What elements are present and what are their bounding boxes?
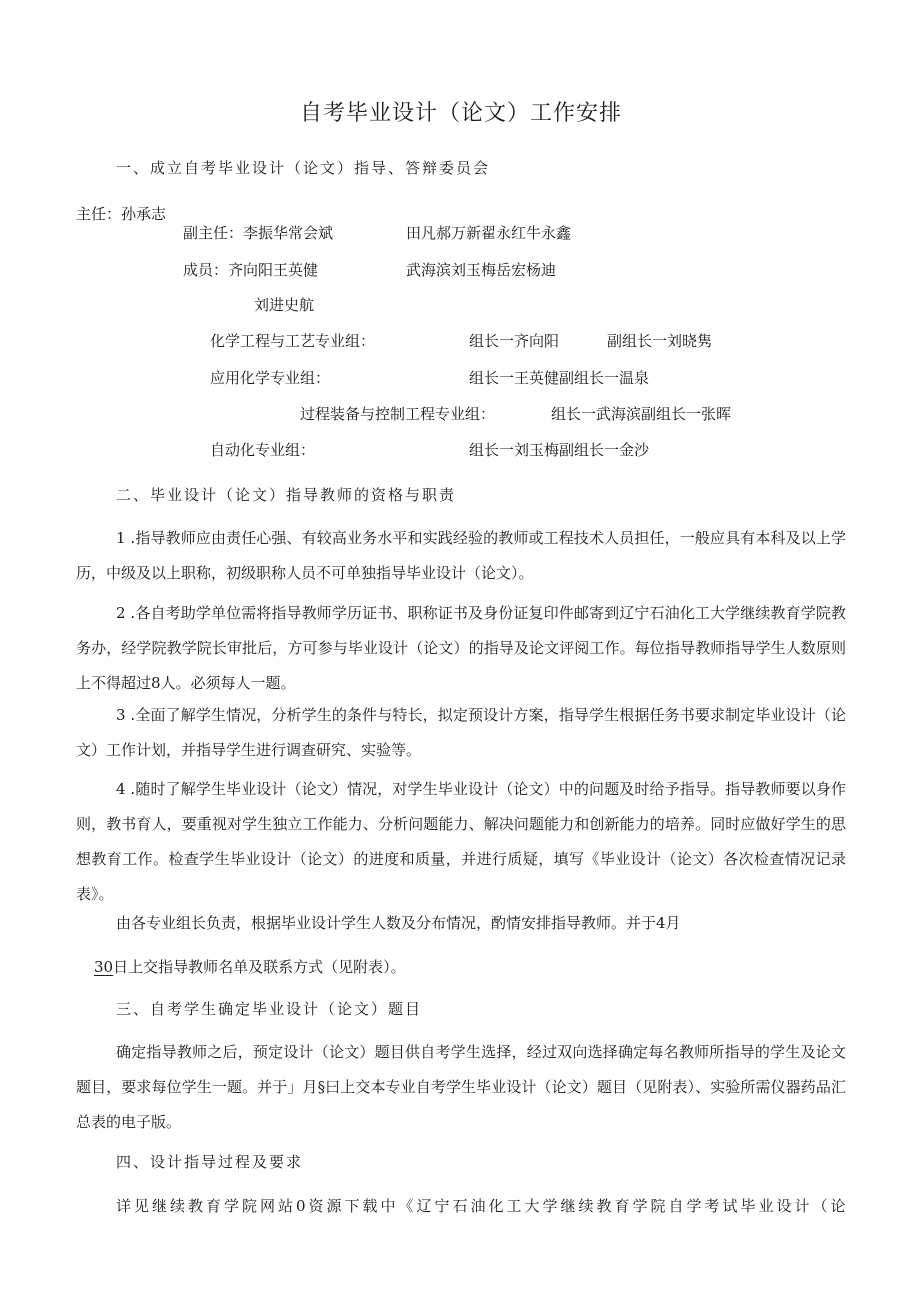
page-title: 自考毕业设计（论文）工作安排	[300, 101, 623, 126]
vice-directors-b: 田凡郝万新翟永红牛永鑫	[406, 224, 572, 242]
director-line: 主任：孙承志	[76, 205, 167, 223]
section-4-heading: 四、设计指导过程及要求	[116, 1153, 304, 1171]
section-3-heading: 三、自考学生确定毕业设计（论文）题目	[116, 1000, 423, 1018]
group-leader: 组长一刘玉梅副组长一金沙	[469, 441, 650, 459]
deadline-day: 30	[94, 958, 114, 976]
group-name: 应用化学专业组：	[210, 369, 331, 387]
duty-item: 1 .指导教师应由责任心强、有较高业务水平和实践经验的教师或工程技术人员担任，一般应具有本科及以上学历，中级及以上职称，初级职称人员不可单独指导毕业设计（论文）。	[76, 529, 846, 582]
group-leader: 组长一齐向阳	[469, 332, 560, 350]
vice-directors-a: 副主任：李振华常会斌	[183, 224, 334, 242]
group-name: 过程装备与控制工程专业组：	[300, 405, 496, 423]
group-name: 自动化专业组：	[210, 441, 316, 459]
group-leader: 组长一王英健副组长一温泉	[469, 369, 650, 387]
group-leader: 组长一武海滨副组长一张晖	[551, 405, 732, 423]
section-2-heading: 二、毕业设计（论文）指导教师的资格与职责	[116, 486, 457, 504]
members-b: 武海滨刘玉梅岳宏杨迪	[406, 261, 557, 279]
duty-item: 2 .各自考助学单位需将指导教师学历证书、职称证书及身份证复印件邮寄到辽宁石油化工大学继续教育学院教务办，经学院教学院长审批后，方可参与毕业设计（论文）的指导及论文评阅工作。每位指导教师指导学生人数原则上不得超过8人。必须每人一题。	[76, 604, 846, 692]
section-3-body: 确定指导教师之后，预定设计（论文）题目供自考学生选择，经过双向选择确定每名教师所指导的学生及论文题目，要求每位学生一题。并于」月§曰上交本专业自考学生毕业设计（论文）题目（见附表）、实验所需仪器药品汇总表的电子版。	[76, 1043, 846, 1131]
duty-item: 3 .全面了解学生情况，分析学生的条件与特长，拟定预设计方案，指导学生根据任务书要求制定毕业设计（论文）工作计划，并指导学生进行调查研究、实验等。	[76, 706, 846, 759]
section-4-body: 详见继续教育学院网站0资源下载中《辽宁石油化工大学继续教育学院自学考试毕业设计（论	[116, 1197, 849, 1215]
duty-item: 4 .随时了解学生毕业设计（论文）情况，对学生毕业设计（论文）中的问题及时给予指导。指导教师要以身作则，教书育人，要重视对学生独立工作能力、分析问题能力、解决问题能力和创新能力的培养。同时应做好学生的思想教育工作。检查学生毕业设计（论文）的进度和质量，并进行质疑，填写《毕业设计（论文）各次检查情况记录表》。	[76, 780, 846, 903]
members-a: 成员：齐向阳王英健	[183, 261, 319, 279]
group-deputy: 副组长一刘晓隽	[607, 332, 713, 350]
deadline-text: 日上交指导教师名单及联系方式（见附表）。	[113, 958, 406, 976]
group-name: 化学工程与工艺专业组：	[210, 332, 376, 350]
members-c: 刘进史航	[254, 296, 315, 314]
arrangement-text: 由各专业组长负责，根据毕业设计学生人数及分布情况，酌情安排指导教师。并于4月	[116, 914, 681, 932]
section-1-heading: 一、成立自考毕业设计（论文）指导、答辩委员会	[116, 159, 491, 177]
deadline-line	[94, 956, 406, 977]
